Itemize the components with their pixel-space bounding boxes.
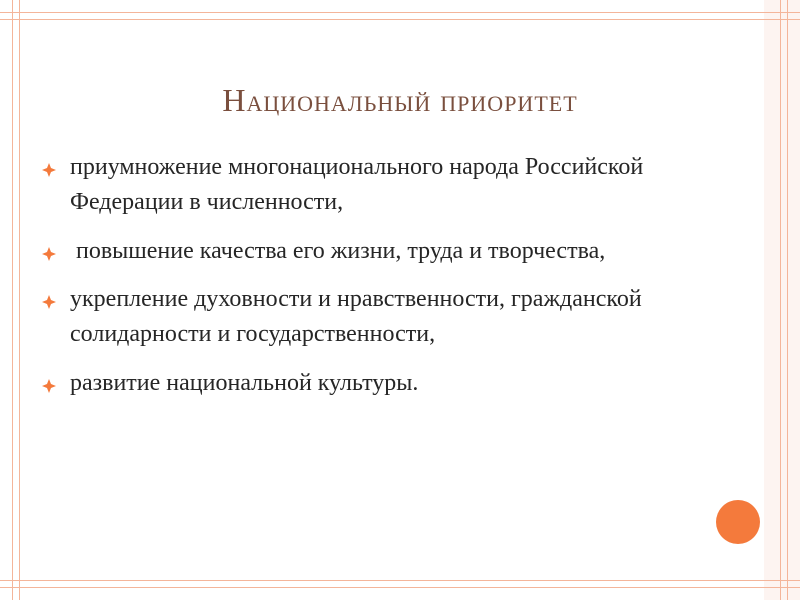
bullet-list: [36, 150, 716, 415]
diamond-bullet-icon: [42, 247, 56, 261]
list-item-text: повышение качества его жизни, труда и творчества,: [70, 237, 606, 264]
slide-title: Национальный приоритет: [222, 82, 578, 118]
frame-line-bottom: [0, 580, 800, 588]
list-item: [36, 234, 716, 269]
list-item: [36, 282, 716, 352]
diamond-bullet-icon: [42, 163, 56, 177]
frame-line-top: [0, 12, 800, 20]
list-item-text: развитие национальной культуры.: [70, 369, 419, 396]
diamond-bullet-icon: [42, 379, 56, 393]
list-item-text: укрепление духовности и нравственности, гражданской солидарности и государственности,: [70, 286, 642, 348]
list-item: [36, 150, 716, 220]
decorative-circle: [716, 500, 760, 544]
list-item-text: приумножение многонационального народа Российской Федерации в численности,: [70, 154, 644, 215]
diamond-bullet-icon: [42, 295, 56, 309]
list-item: [36, 366, 716, 401]
